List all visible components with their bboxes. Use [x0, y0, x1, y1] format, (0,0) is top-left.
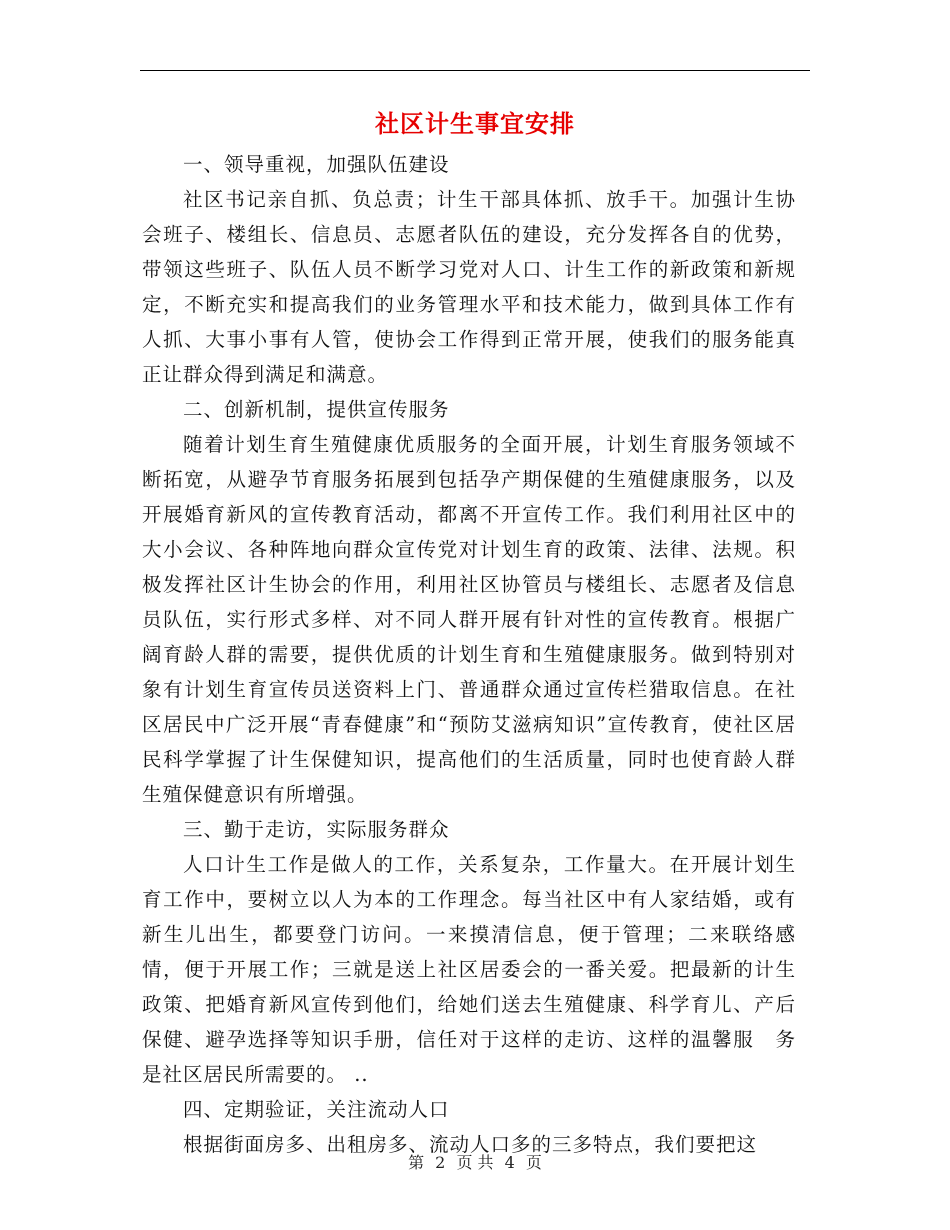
page-prefix: 第: [408, 1153, 425, 1172]
section-heading-4: 四、定期验证，关注流动人口: [182, 1098, 450, 1121]
page-middle: 页 共: [456, 1153, 494, 1172]
page-total: 4: [504, 1153, 515, 1172]
page-footer: [0, 1152, 950, 1174]
header-rule: [140, 70, 810, 71]
section-heading-1: 一、领导重视，加强队伍建设: [182, 153, 450, 176]
page-number: 2: [435, 1153, 446, 1172]
paragraph-2: 随着计划生育生殖健康优质服务的全面开展，计划生育服务领域不断拓宽，从避孕节育服务拓展到包括孕产期保健的生殖健康服务，以及开展婚育新风的宣传教育活动，都离不开宣传工作。我们利用社区中的大小会议、各种阵地向群众宣传党对计划生育的政策、法律、法规。积极发挥社区计生协会的作用，利用社区协管员与楼组长、志愿者及信息员队伍，实行形式多样、对不同人群开展有针对性的宣传教育。根据广阔育龄人群的需要，提供优质的计划生育和生殖健康服务。做到特别对象有计划生育宣传员送资料上门、普通群众通过宣传栏猎取信息。在社区居民中广泛开展“青春健康”和“预防艾滋病知识”宣传教育，使社区居民科学掌握了计生保健知识，提高他们的生活质量，同时也使育龄人群生殖保健意识有所增强。: [142, 433, 796, 806]
section-heading-3: 三、勤于走访，实际服务群众: [182, 818, 450, 841]
paragraph-4: 根据街面房多、出租房多、流动人口多的三多特点，我们要把这: [182, 1133, 757, 1156]
paragraph-1: 社区书记亲自抓、负总责；计生干部具体抓、放手干。加强计生协会班子、楼组长、信息员、志愿者队伍的建设，充分发挥各自的优势，带领这些班子、队伍人员不断学习党对人口、计生工作的新政策和新规定，不断充实和提高我们的业务管理水平和技术能力，做到具体工作有人抓、大事小事有人管，使协会工作得到正常开展，使我们的服务能真正让群众得到满足和满意。: [142, 188, 796, 386]
document-title: 社区计生事宜安排: [375, 110, 575, 138]
section-heading-2: 二、创新机制，提供宣传服务: [182, 398, 450, 421]
document-body: [142, 147, 796, 1162]
page-suffix: 页: [525, 1153, 542, 1172]
paragraph-3: 人口计生工作是做人的工作，关系复杂，工作量大。在开展计划生育工作中，要树立以人为本的工作理念。每当社区中有人家结婚，或有新生儿出生，都要登门访问。一来摸清信息，便于管理；二来联络感情，便于开展工作；三就是送上社区居委会的一番关爱。把最新的计生政策、把婚育新风宣传到他们，给她们送去生殖健康、科学育儿、产后保健、避孕选择等知识手册，信任对于这样的走访、这样的温馨服 务是社区居民所需要的。 ..: [142, 853, 796, 1086]
